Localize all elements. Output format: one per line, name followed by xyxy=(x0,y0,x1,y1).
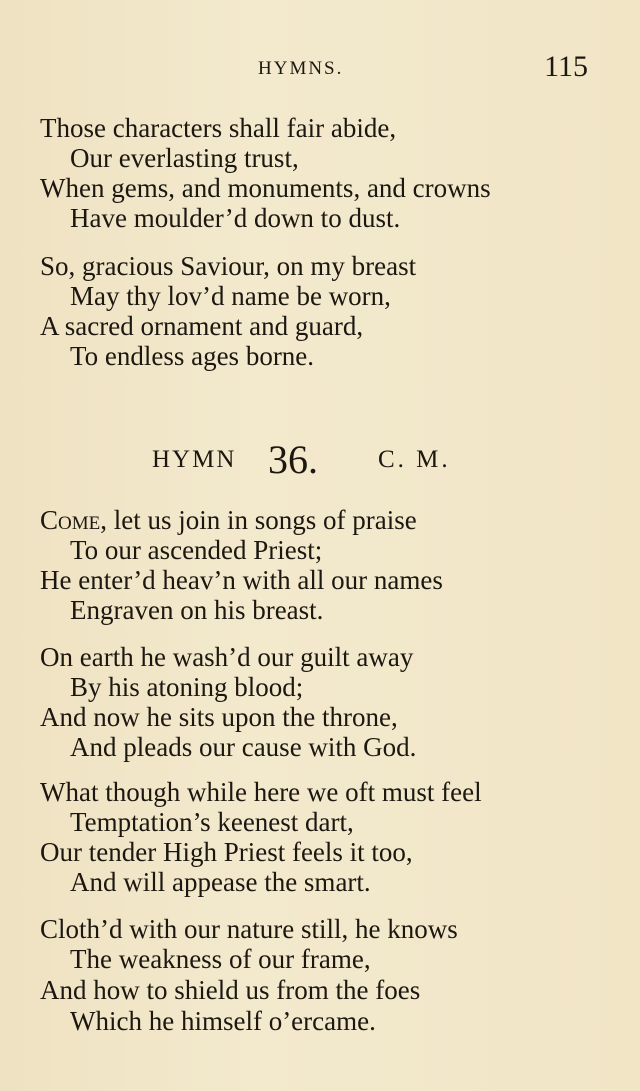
hymn-meter: C. M. xyxy=(378,446,451,473)
page-header xyxy=(0,50,640,90)
verse-line: He enter’d heav’n with all our names xyxy=(40,565,443,595)
verse-line: And pleads our cause with God. xyxy=(70,732,417,762)
verse-line: What though while here we oft must feel xyxy=(40,777,482,807)
verse-line: On earth he wash’d our guilt away xyxy=(40,642,414,672)
verse-line: And now he sits upon the throne, xyxy=(40,702,398,732)
hymn-number: 36. xyxy=(268,437,318,482)
verse-line: Cloth’d with our nature still, he knows xyxy=(40,914,458,944)
verse-line: A sacred ornament and guard, xyxy=(40,311,364,341)
verse-line: The weakness of our frame, xyxy=(70,944,371,974)
running-head: HYMNS. xyxy=(258,58,344,79)
verse-line: And how to shield us from the foes xyxy=(40,975,421,1005)
verse-line: When gems, and monuments, and crowns xyxy=(40,173,491,203)
verse-line: Engraven on his breast. xyxy=(70,595,324,625)
verse-line: Our tender High Priest feels it too, xyxy=(40,837,413,867)
verse-line: So, gracious Saviour, on my breast xyxy=(40,251,417,281)
verse-line: Those characters shall fair abide, xyxy=(40,113,397,143)
verse-line xyxy=(40,505,417,535)
first-word: Come xyxy=(40,505,101,535)
verse-line: Have moulder’d down to dust. xyxy=(70,203,401,233)
verse-line: By his atoning blood; xyxy=(70,672,304,702)
hymn-heading xyxy=(0,436,640,486)
verse-line: And will appease the smart. xyxy=(70,867,371,897)
verse-line: Temptation’s keenest dart, xyxy=(70,807,354,837)
verse-line: To our ascended Priest; xyxy=(70,535,323,565)
verse-line: Which he himself o’ercame. xyxy=(70,1006,376,1036)
verse-line: To endless ages borne. xyxy=(70,341,315,371)
verse-line-rest: , let us join in songs of praise xyxy=(100,505,417,535)
verse-line: May thy lov’d name be worn, xyxy=(70,281,391,311)
page-number: 115 xyxy=(544,50,588,83)
verse-line: Our everlasting trust, xyxy=(70,143,299,173)
hymn-label: HYMN xyxy=(152,446,237,473)
